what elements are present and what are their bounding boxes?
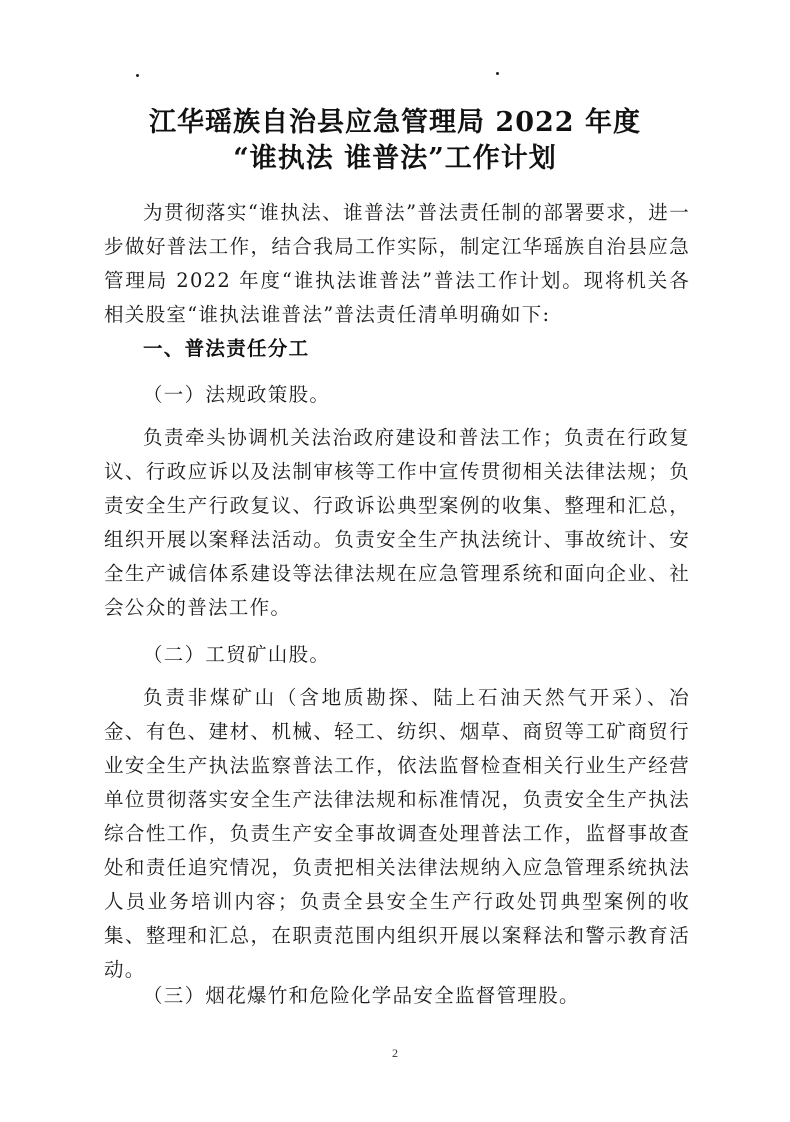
- document-title-line1: 江华瑶族自治县应急管理局 2022 年度: [149, 107, 641, 138]
- intro-paragraph: 为贯彻落实“谁执法、谁普法”普法责任制的部署要求，进一步做好普法工作，结合我局工作实际，制定江华瑶族自治县应急管理局 2022 年度“谁执法谁普法”普法工作计划。现将机关各相关股室“谁执法谁普法”普法责任清单明确如下:: [104, 201, 690, 326]
- scan-mark: [496, 72, 499, 75]
- section1-heading: 一、普法责任分工: [143, 337, 310, 360]
- page-number: 2: [392, 1046, 398, 1060]
- sub2-body: 负责非煤矿山（含地质勘探、陆上石油天然气开采）、冶金、有色、建材、机械、轻工、纺织、烟草、商贸等工矿商贸行业安全生产执法监察普法工作，依法监督检查相关行业生产经营单位贯彻落实安全生产法律法规和标准情况，负责安全生产执法综合性工作，负责生产安全事故调查处理普法工作，监督事故查处和责任追究情况，负责把相关法律法规纳入应急管理系统执法人员业务培训内容；负责全县安全生产行政处罚典型案例的收集、整理和汇总，在职责范围内组织开展以案释法和警示教育活动。: [104, 686, 690, 981]
- sub3-heading: （三）烟花爆竹和危险化学品安全监督管理股。: [143, 984, 580, 1007]
- scan-mark: [136, 74, 139, 77]
- document-title-line2: “谁执法 谁普法”工作计划: [233, 143, 557, 174]
- sub2-heading: （二）工贸矿山股。: [143, 643, 331, 666]
- sub1-body: 负责牵头协调机关法治政府建设和普法工作；负责在行政复议、行政应诉以及法制审核等工作中宣传贯彻相关法律法规；负责安全生产行政复议、行政诉讼典型案例的收集、整理和汇总，组织开展以案释法活动。负责安全生产执法统计、事故统计、安全生产诚信体系建设等法律法规在应急管理系统和面向企业、社会公众的普法工作。: [104, 426, 690, 619]
- sub1-heading: （一）法规政策股。: [143, 383, 331, 406]
